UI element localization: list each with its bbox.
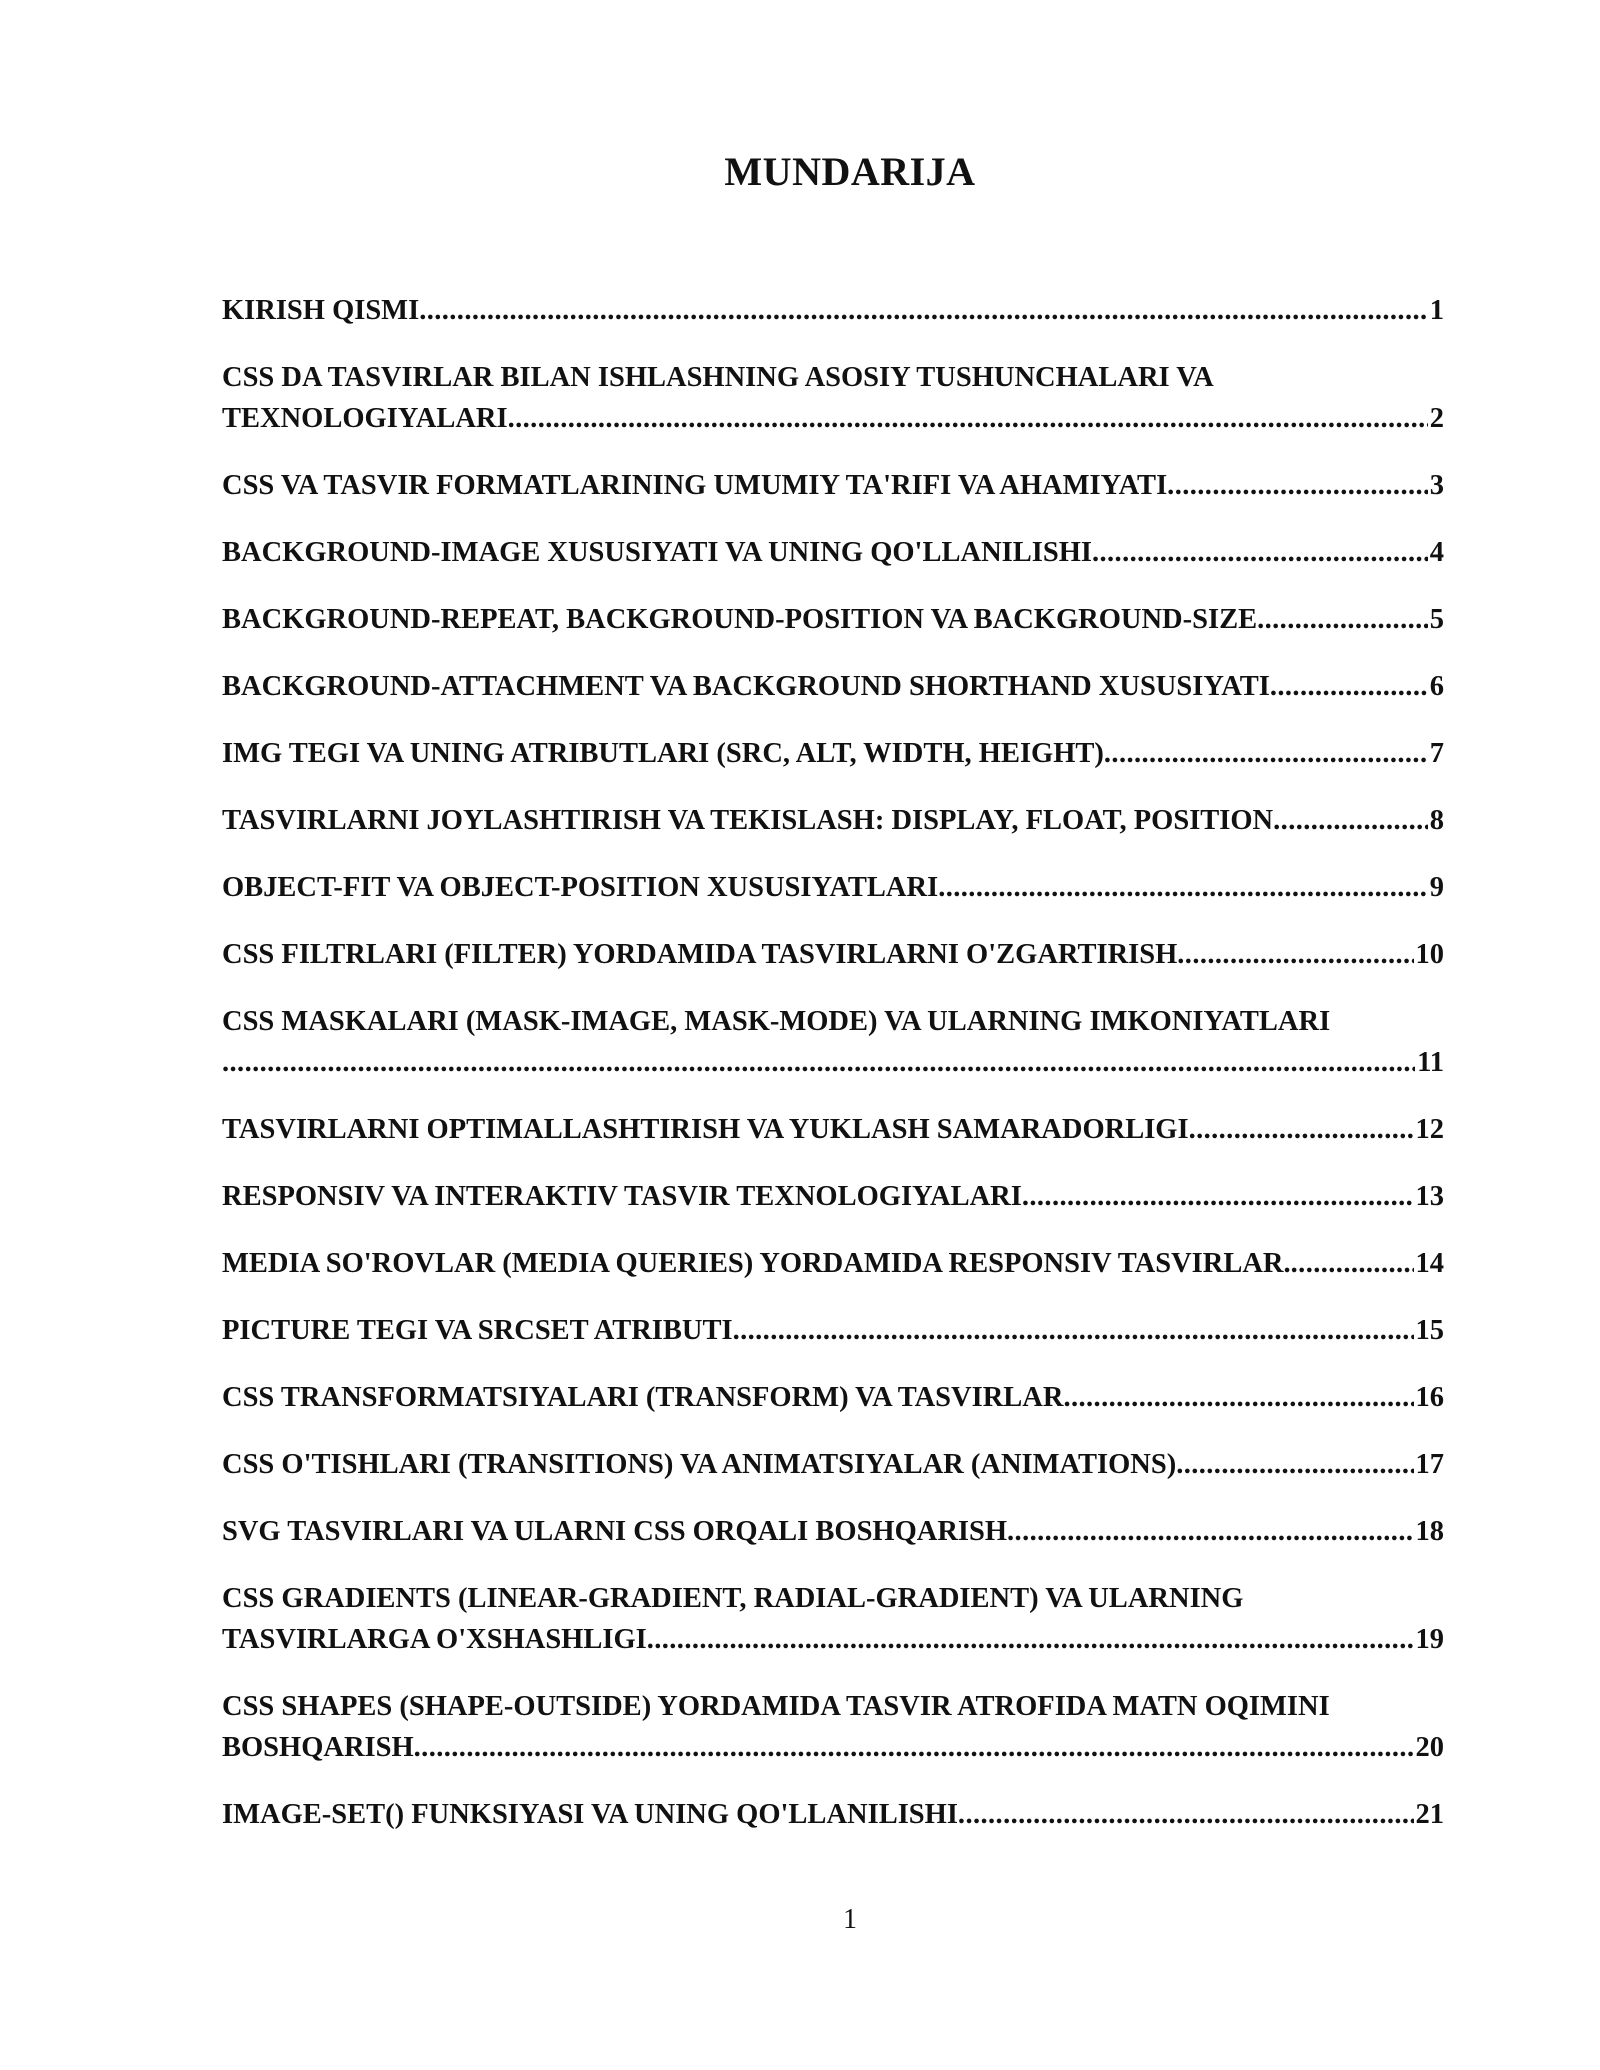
toc-entry-line [222, 1794, 1444, 1835]
toc-entry-line [222, 666, 1444, 707]
toc-entry-line [222, 465, 1444, 506]
page-title: MUNDARIJA [724, 149, 976, 194]
toc-entry-title: CSS VA TASVIR FORMATLARINING UMUMIY TA'RIFI VA AHAMIYATI [222, 470, 1168, 501]
toc-entry[interactable] [222, 1176, 1444, 1217]
toc-page-number: 20 [1415, 1732, 1444, 1763]
toc-page-number: 13 [1415, 1181, 1444, 1212]
toc-dot-leader [938, 867, 1428, 908]
toc-entry[interactable] [222, 465, 1444, 506]
toc-page-number: 3 [1429, 470, 1444, 501]
toc-entry-line [222, 1619, 1444, 1660]
toc-entry[interactable] [222, 1310, 1444, 1351]
toc-dot-leader [1257, 599, 1428, 640]
toc-entry-title: TEXNOLOGIYALARI [222, 403, 508, 434]
toc-entry[interactable] [222, 733, 1444, 774]
toc-entry-title: RESPONSIV VA INTERAKTIV TASVIR TEXNOLOGIYALARI [222, 1181, 1022, 1212]
toc-dot-leader [508, 398, 1428, 439]
toc-page-number: 1 [1429, 295, 1444, 326]
toc-dot-leader [733, 1310, 1414, 1351]
toc-entry[interactable] [222, 532, 1444, 573]
toc-entry[interactable] [222, 1578, 1444, 1660]
toc-entry-line [222, 800, 1444, 841]
toc-dot-leader [1007, 1511, 1413, 1552]
toc-page-number: 10 [1415, 939, 1444, 970]
toc-entry-title: CSS TRANSFORMATSIYALARI (TRANSFORM) VA TASVIRLAR [222, 1382, 1064, 1413]
toc-page-number: 6 [1429, 671, 1444, 702]
toc-page-number: 11 [1417, 1047, 1444, 1078]
toc-entry[interactable] [222, 934, 1444, 975]
toc-entry[interactable] [222, 1686, 1444, 1768]
toc-dot-leader [1177, 934, 1413, 975]
toc-page-number: 16 [1415, 1382, 1444, 1413]
toc-entry-title: BACKGROUND-IMAGE XUSUSIYATI VA UNING QO'LLANILISHI [222, 537, 1092, 568]
toc-dot-leader [1273, 800, 1428, 841]
toc-page-number: 21 [1415, 1799, 1444, 1830]
toc-entry-line [222, 733, 1444, 774]
toc-entry-line [222, 1444, 1444, 1485]
toc-entry-line [222, 290, 1444, 331]
table-of-contents [222, 290, 1444, 1861]
toc-entry-title: MEDIA SO'ROVLAR (MEDIA QUERIES) YORDAMIDA RESPONSIV TASVIRLAR. [222, 1248, 1291, 1279]
toc-dot-leader [1189, 1109, 1414, 1150]
toc-entry-line [222, 398, 1444, 439]
toc-page-number: 18 [1415, 1516, 1444, 1547]
toc-dot-leader [1104, 733, 1428, 774]
toc-page-number: 19 [1415, 1624, 1444, 1655]
toc-entry-line [222, 934, 1444, 975]
toc-entry[interactable] [222, 666, 1444, 707]
toc-page-number: 8 [1429, 805, 1444, 836]
toc-entry-line [222, 1109, 1444, 1150]
toc-entry-title: BACKGROUND-ATTACHMENT VA BACKGROUND SHORTHAND XUSUSIYATI [222, 671, 1270, 702]
toc-entry[interactable] [222, 599, 1444, 640]
toc-entry[interactable] [222, 1794, 1444, 1835]
page-number: 1 [843, 1904, 857, 1935]
toc-entry-line [222, 867, 1444, 908]
toc-entry[interactable] [222, 1109, 1444, 1150]
toc-entry[interactable] [222, 867, 1444, 908]
toc-entry-title: BOSHQARISH [222, 1732, 414, 1763]
toc-entry[interactable] [222, 1243, 1444, 1284]
toc-entry-line [222, 599, 1444, 640]
toc-page-number: 5 [1429, 604, 1444, 635]
toc-entry-title: OBJECT-FIT VA OBJECT-POSITION XUSUSIYATLARI [222, 872, 939, 903]
toc-dot-leader [647, 1619, 1414, 1660]
toc-page-number: 12 [1415, 1114, 1444, 1145]
toc-entry-title-line: CSS DA TASVIRLAR BILAN ISHLASHNING ASOSIY TUSHUNCHALARI VA [222, 362, 1214, 393]
toc-entry-line [222, 1176, 1444, 1217]
toc-page-number: 4 [1429, 537, 1444, 568]
toc-dot-leader [958, 1794, 1414, 1835]
toc-dot-leader [1063, 1377, 1413, 1418]
toc-entry-line [222, 1310, 1444, 1351]
toc-entry[interactable] [222, 290, 1444, 331]
toc-dot-leader [1022, 1176, 1414, 1217]
toc-dot-leader [1176, 1444, 1413, 1485]
toc-page-number: 15 [1415, 1315, 1444, 1346]
toc-entry-title: BACKGROUND-REPEAT, BACKGROUND-POSITION VA BACKGROUND-SIZE [222, 604, 1258, 635]
toc-dot-leader [1167, 465, 1428, 506]
toc-entry[interactable] [222, 1444, 1444, 1485]
toc-page-number: 14 [1415, 1248, 1444, 1279]
toc-dot-leader [419, 290, 1428, 331]
toc-entry-title-line: CSS MASKALARI (MASK-IMAGE, MASK-MODE) VA ULARNING IMKONIYATLARI [222, 1006, 1331, 1037]
toc-entry-title: PICTURE TEGI VA SRCSET ATRIBUTI [222, 1315, 733, 1346]
toc-entry-title: CSS FILTRLARI (FILTER) YORDAMIDA TASVIRLARNI O'ZGARTIRISH [222, 939, 1178, 970]
toc-entry-line [222, 1727, 1444, 1768]
toc-entry-title: TASVIRLARGA O'XSHASHLIGI [222, 1624, 647, 1655]
toc-entry[interactable] [222, 1001, 1444, 1083]
toc-page-number: 7 [1429, 738, 1444, 769]
toc-entry-title-line: CSS SHAPES (SHAPE-OUTSIDE) YORDAMIDA TASVIR ATROFIDA MATN OQIMINI [222, 1691, 1330, 1722]
toc-entry-line [222, 1243, 1444, 1284]
toc-entry[interactable] [222, 800, 1444, 841]
toc-page-number: 17 [1415, 1449, 1444, 1480]
toc-entry-title: IMAGE-SET() FUNKSIYASI VA UNING QO'LLANILISHI [222, 1799, 958, 1830]
toc-dot-leader [1092, 532, 1428, 573]
toc-dot-leader [414, 1727, 1414, 1768]
toc-entry-title: KIRISH QISMI [222, 295, 420, 326]
toc-entry-title: IMG TEGI VA UNING ATRIBUTLARI (SRC, ALT, WIDTH, HEIGHT) [222, 738, 1104, 769]
toc-entry-title: SVG TASVIRLARI VA ULARNI CSS ORQALI BOSHQARISH [222, 1516, 1008, 1547]
toc-dot-leader [1291, 1243, 1414, 1284]
toc-entry-title: TASVIRLARNI JOYLASHTIRISH VA TEKISLASH: DISPLAY, FLOAT, POSITION [222, 805, 1274, 836]
toc-page-number: 9 [1429, 872, 1444, 903]
toc-entry-title: TASVIRLARNI OPTIMALLASHTIRISH VA YUKLASH SAMARADORLIGI [222, 1114, 1189, 1145]
toc-entry[interactable] [222, 1377, 1444, 1418]
toc-page-number: 2 [1429, 403, 1444, 434]
toc-entry-title: CSS O'TISHLARI (TRANSITIONS) VA ANIMATSIYALAR (ANIMATIONS) [222, 1449, 1177, 1480]
toc-dot-leader [222, 1042, 1415, 1083]
toc-entry-line [222, 1377, 1444, 1418]
toc-entry-line [222, 1511, 1444, 1552]
toc-entry-line [222, 1042, 1444, 1083]
toc-entry[interactable] [222, 357, 1444, 439]
toc-entry-line [222, 532, 1444, 573]
toc-entry-title-line: CSS GRADIENTS (LINEAR-GRADIENT, RADIAL-GRADIENT) VA ULARNING [222, 1583, 1244, 1614]
toc-dot-leader [1270, 666, 1428, 707]
toc-entry[interactable] [222, 1511, 1444, 1552]
